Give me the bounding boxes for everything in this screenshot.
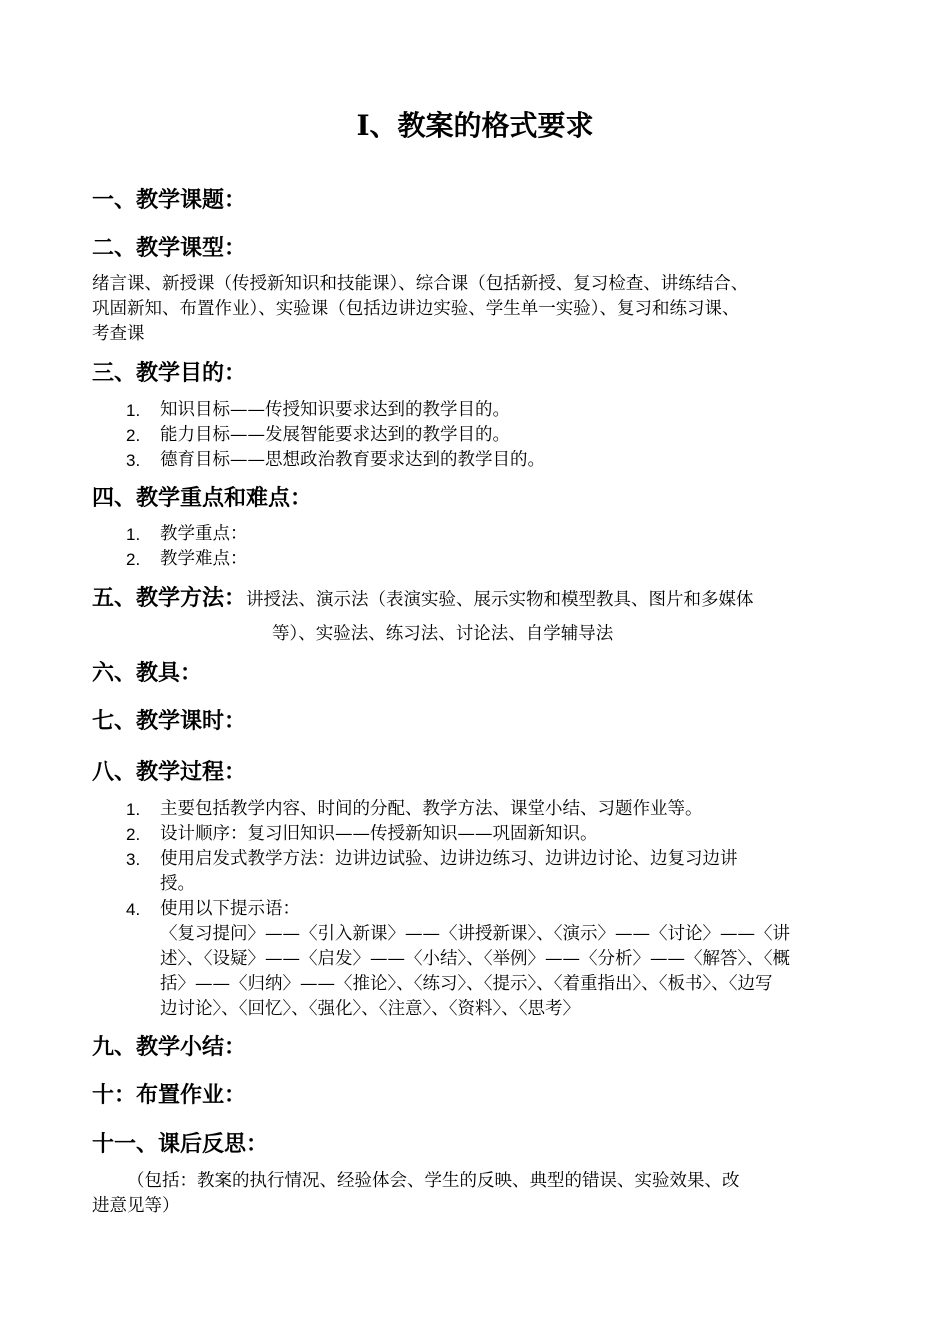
list-item: 3. 德育目标——思想政治教育要求达到的教学目的。 <box>126 450 545 470</box>
heading-teaching-topic: 一、教学课题： <box>92 188 247 213</box>
heading-lesson-summary: 九、教学小结： <box>92 1035 247 1060</box>
reflection-line: （包括：教案的执行情况、经验体会、学生的反映、典型的错误、实验效果、改 <box>127 1171 740 1191</box>
document-title: Ⅰ、教案的格式要求 <box>356 109 594 142</box>
process-list <box>126 797 872 1022</box>
list-item: 1. 教学重点： <box>126 524 248 544</box>
heading-class-hours: 七、教学课时： <box>92 709 247 734</box>
heading-teaching-objectives: 三、教学目的： <box>92 361 247 386</box>
objectives-list <box>126 398 872 473</box>
key-points-list <box>126 522 872 572</box>
list-item: 1. 主要包括教学内容、时间的分配、教学方法、课堂小结、习题作业等。 <box>126 799 703 819</box>
lesson-type-body <box>92 272 872 347</box>
list-item: 4. 使用以下提示语： 〈复习提问〉——〈引入新课〉——〈讲授新课〉、〈演示〉——〈讨论〉——〈讲 述〉、〈设疑〉——〈启发〉——〈小结〉、〈举例〉——〈分析〉——〈解答〉、〈概 括〉——〈归纳〉——〈推论〉、〈练习〉、〈提示〉、〈着重指出〉、〈板书〉、〈边写 边讨论〉、〈回忆〉、〈强化〉、〈注意〉、〈资料〉、〈思考〉 <box>126 899 790 1019</box>
heading-reflection: 十一、课后反思： <box>92 1132 269 1157</box>
heading-teaching-methods: 五、教学方法：讲授法、演示法（表演实验、展示实物和模型教具、图片和多媒体 <box>92 586 754 611</box>
heading-key-points: 四、教学重点和难点： <box>92 486 313 511</box>
heading-teaching-process: 八、教学过程： <box>92 760 247 785</box>
list-item: 2. 设计顺序：复习旧知识——传授新知识——巩固新知识。 <box>126 824 598 844</box>
lesson-type-line: 巩固新知、布置作业）、实验课（包括边讲边实验、学生单一实验）、复习和练习课、 <box>92 299 740 319</box>
heading-teaching-aids: 六、教具： <box>92 661 203 686</box>
lesson-type-line: 绪言课、新授课（传授新知识和技能课）、综合课（包括新授、复习检查、讲练结合、 <box>92 274 749 294</box>
reflection-line: 进意见等） <box>92 1196 180 1216</box>
list-item: 2. 教学难点： <box>126 549 248 569</box>
list-item: 3. 使用启发式教学方法：边讲边试验、边讲边练习、边讲边讨论、边复习边讲 授。 <box>126 849 738 894</box>
teaching-methods-continuation: 等）、实验法、练习法、讨论法、自学辅导法 <box>272 624 614 644</box>
teaching-methods-body: 讲授法、演示法（表演实验、展示实物和模型教具、图片和多媒体 <box>246 590 754 610</box>
list-item: 1. 知识目标——传授知识要求达到的教学目的。 <box>126 400 510 420</box>
reflection-body <box>92 1169 872 1219</box>
list-item: 2. 能力目标——发展智能要求达到的教学目的。 <box>126 425 510 445</box>
heading-homework: 十：布置作业： <box>92 1083 247 1108</box>
heading-lesson-type: 二、教学课型： <box>92 236 247 261</box>
lesson-type-line: 考查课 <box>92 324 145 344</box>
